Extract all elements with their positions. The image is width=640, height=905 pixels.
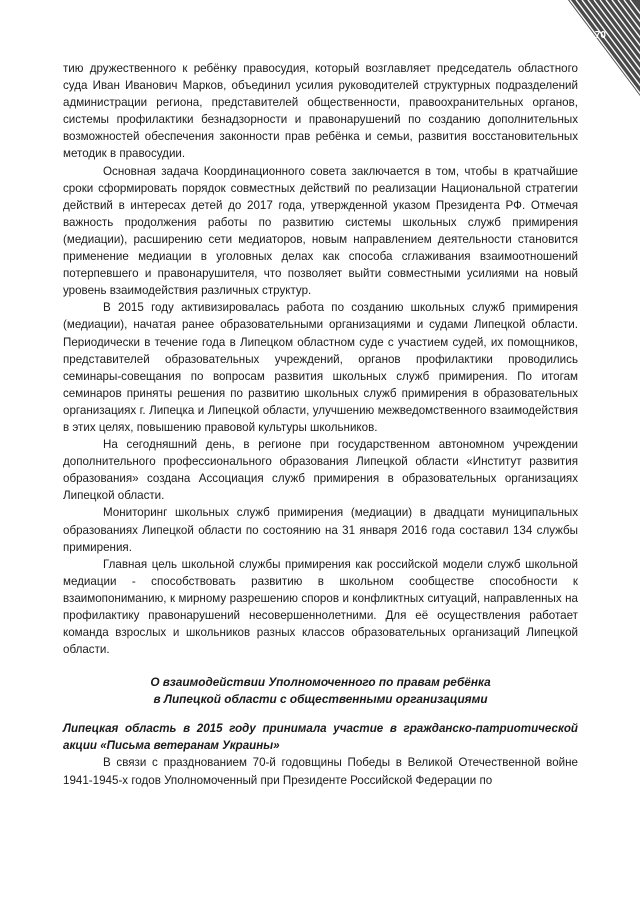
section-heading-line: О взаимодействии Уполномоченного по правам ребёнка	[150, 675, 491, 690]
paragraph: В связи с празднованием 70-й годовщины Победы в Великой Отечественной войне 1941-1945-х годов Уполномоченный при Президенте Российской Федерации по	[63, 756, 578, 787]
corner-decoration-stripes	[568, 0, 640, 96]
subheading: Липецкая область в 2015 году принимала участие в гражданско-патриотической акции «Письма ветеранам Украины»	[63, 722, 578, 753]
paragraph: Мониторинг школьных служб примирения (медиации) в двадцати муниципальных образованиях Липецкой области по состоянию на 31 января 2016 года составил 134 службы примирения.	[63, 506, 578, 554]
page-number: 70	[594, 30, 606, 41]
paragraph: На сегодняшний день, в регионе при государственном автономном учреждении дополнительного профессионального образования Липецкой области «Институт развития образования» создана Ассоциация служб примирения в образовательных организациях Липецкой области.	[63, 438, 578, 503]
section-heading-line: в Липецкой области с общественными организациями	[153, 692, 488, 707]
paragraph: тию дружественного к ребёнку правосудия, который возглавляет председатель областного суда Иван Иванович Марков, объединил усилия руководителей структурных подразделений администрации региона, представителей общественности, правоохранительных органов, системы профилактики безнадзорности и правонарушений по созданию дополнительных возможностей обеспечения законности прав ребёнка и семьи, развития восстановительных методик в правосудии.	[63, 62, 578, 161]
section-heading	[63, 674, 578, 708]
paragraph: Главная цель школьной службы примирения как российской модели служб школьной медиации - способствовать развитию в школьном сообществе способности к взаимопониманию, к мирному разрешению споров и конфликтных ситуаций, направленных на профилактику правонарушений несовершеннолетними. Для её осуществления работает команда взрослых и школьников разных классов образовательных организаций Липецкой области.	[63, 557, 578, 657]
paragraph: Основная задача Координационного совета заключается в том, чтобы в кратчайшие сроки сформировать порядок совместных действий по реализации Национальной стратегии действий в интересах детей до 2017 года, утвержденной указом Президента РФ. Отмечая важность продолжения работы по развитию системы школьных служб примирения (медиации), расширению сети медиаторов, новым направлением деятельности становится применение медиации в уголовных делах как способа сглаживания взаимоотношений потерпевшего и правонарушителя, что позволяет выйти совместными усилиями на новый уровень взаимодействия различных структур.	[63, 164, 578, 298]
page-body	[63, 60, 578, 789]
paragraph: В 2015 году активизировалась работа по созданию школьных служб примирения (медиации), начатая ранее образовательными организациями и судами Липецкой области. Периодически в течение года в Липецком областном суде с участием судей, их помощников, представителей образовательных учреждений, органов профилактики проводились семинары-совещания по вопросам развития школьных служб примирения. По итогам семинаров приняты решения по развитию школьных служб примирения в образовательных организациях г. Липецка и Липецкой области, улучшению межведомственного взаимодействия в этих целях, повышению правовой культуры школьников.	[63, 301, 578, 434]
